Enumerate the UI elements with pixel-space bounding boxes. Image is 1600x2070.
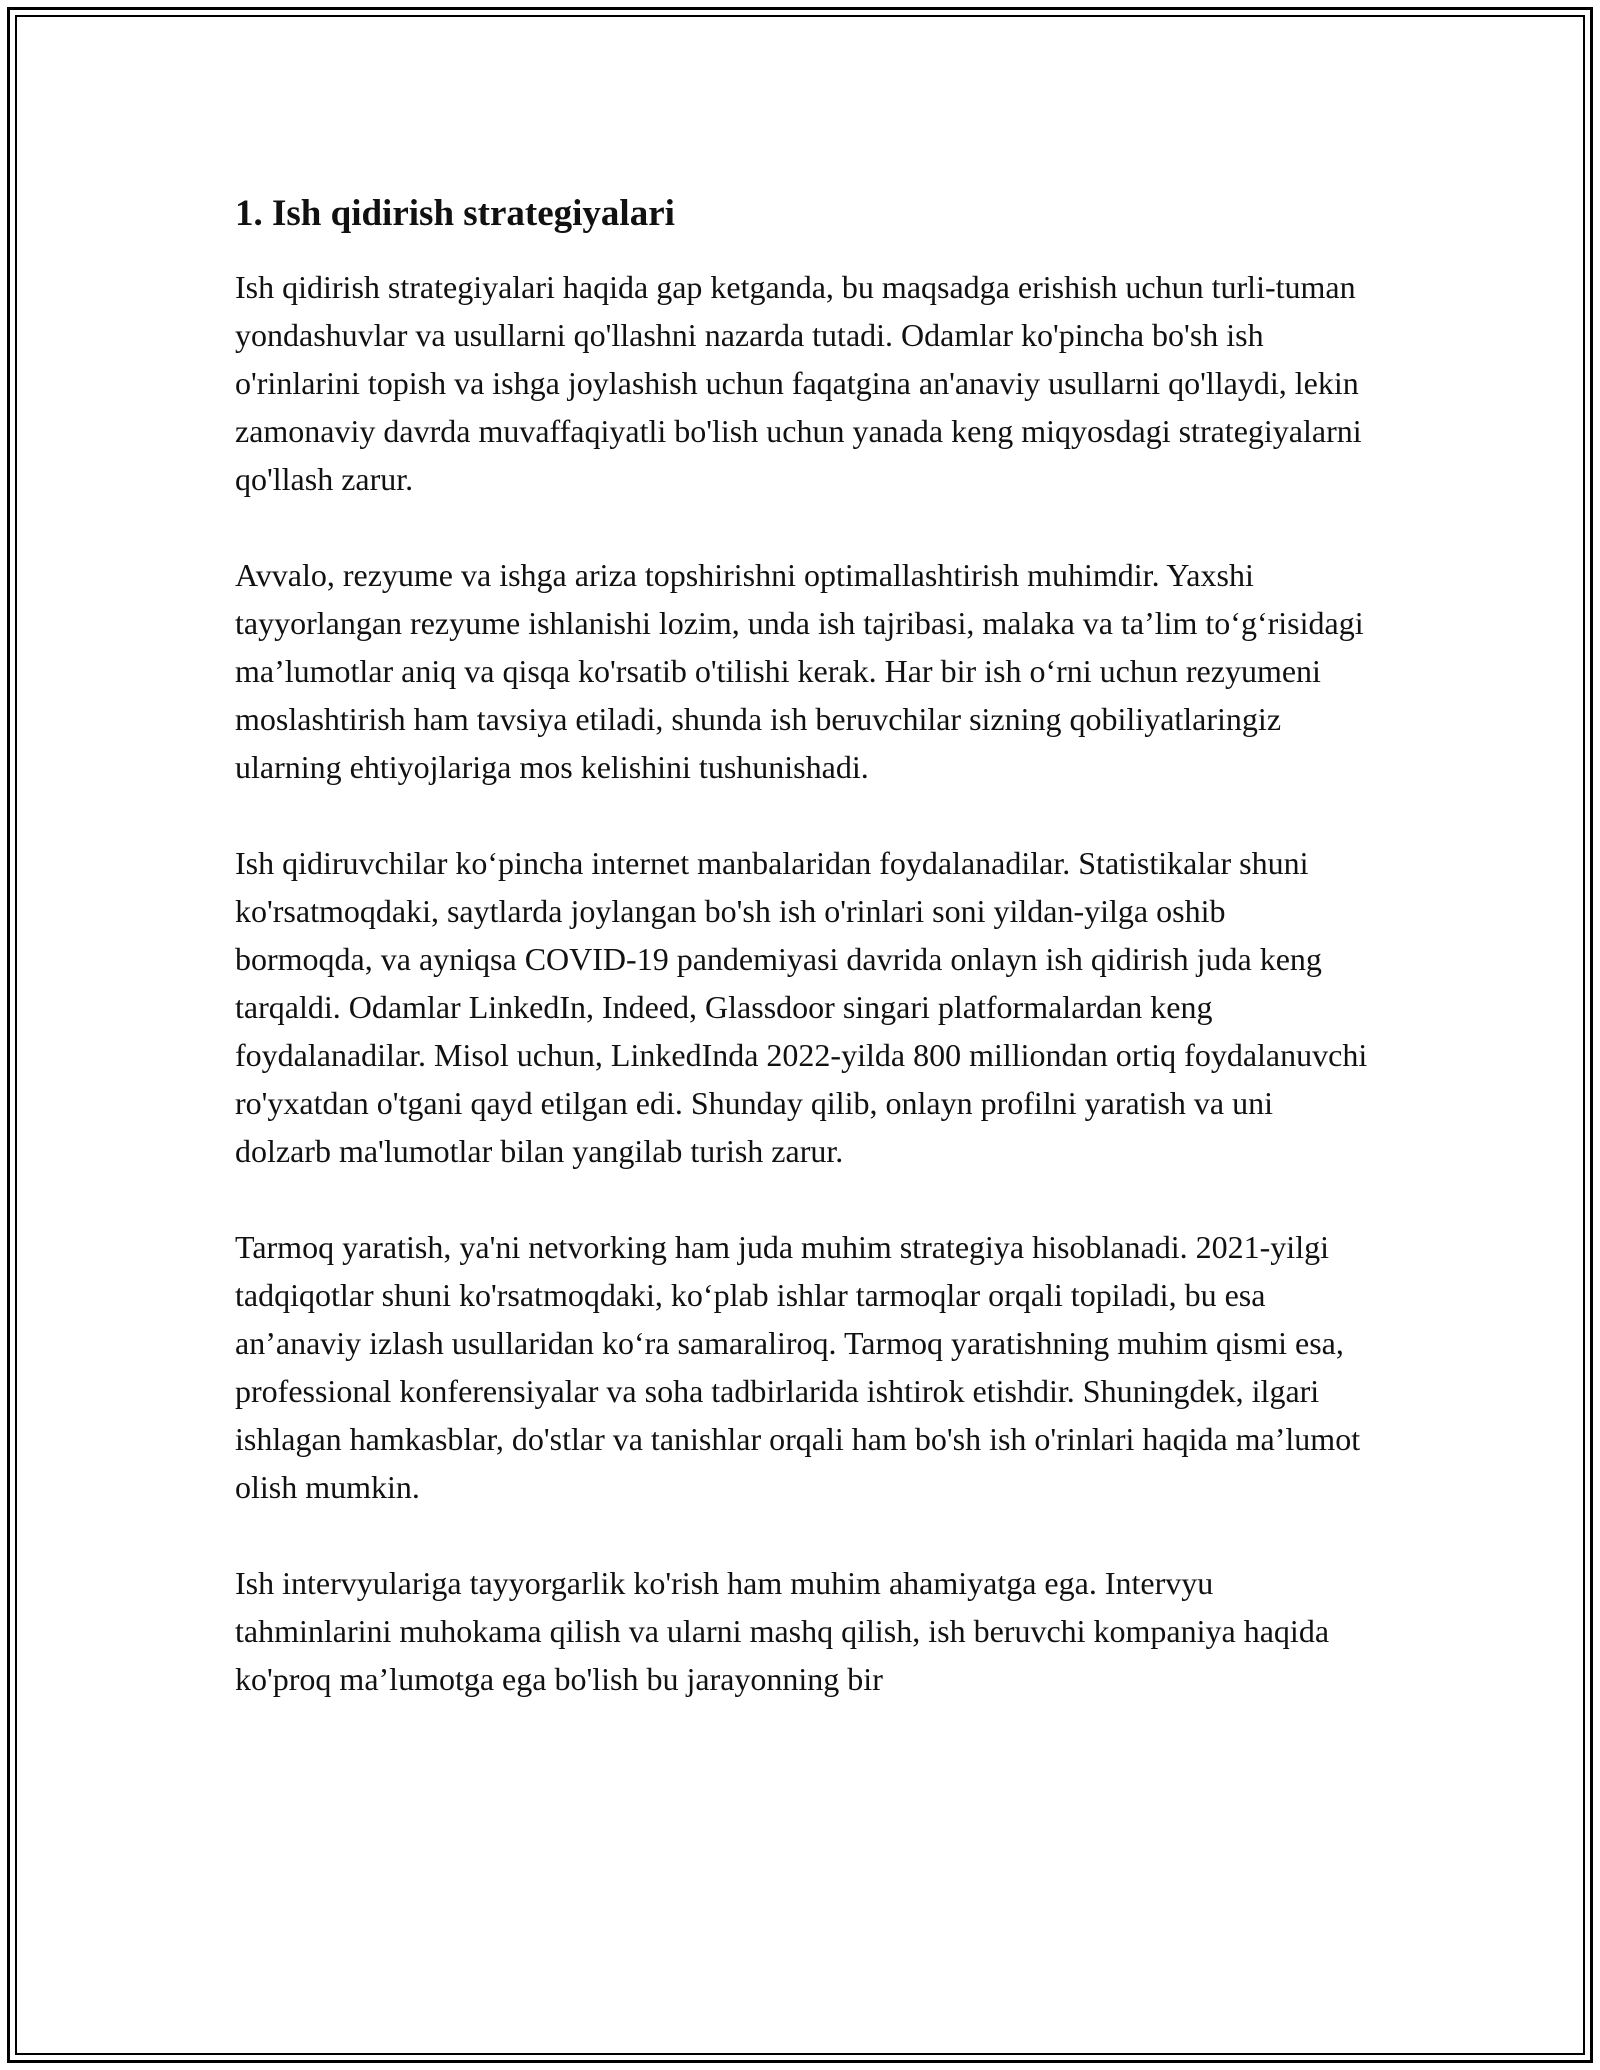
document-body <box>235 186 1370 1751</box>
paragraph-2: Avvalo, rezyume va ishga ariza topshirishni optimallashtirish muhimdir. Yaxshi tayyorlangan rezyume ishlanishi lozim, unda ish tajribasi, malaka va ta’lim to‘g‘risidagi ma’lumotlar aniq va qisqa ko'rsatib o'tilishi kerak. Har bir ish o‘rni uchun rezyumeni moslashtirish ham tavsiya etiladi, shunda ish beruvchilar sizning qobiliyatlaringiz ularning ehtiyojlariga mos kelishini tushunishadi. <box>235 557 1364 785</box>
paragraph-3: Ish qidiruvchilar ko‘pincha internet manbalaridan foydalanadilar. Statistikalar shuni ko'rsatmoqdaki, saytlarda joylangan bo'sh ish o'rinlari soni yildan-yilga oshib bormoqda, va ayniqsa COVID-19 pandemiyasi davrida onlayn ish qidirish juda keng tarqaldi. Odamlar LinkedIn, Indeed, Glassdoor singari platformalardan keng foydalanadilar. Misol uchun, LinkedInda 2022-yilda 800 milliondan ortiq foydalanuvchi ro'yxatdan o'tgani qayd etilgan edi. Shunday qilib, onlayn profilni yaratish va uni dolzarb ma'lumotlar bilan yangilab turish zarur. <box>235 845 1368 1169</box>
paragraph-5: Ish intervyulariga tayyorgarlik ko'rish ham muhim ahamiyatga ega. Intervyu tahminlarini muhokama qilish va ularni mashq qilish, ish beruvchi kompaniya haqida ko'proq ma’lumotga ega bo'lish bu jarayonning bir <box>235 1565 1330 1697</box>
paragraph-4: Tarmoq yaratish, ya'ni netvorking ham juda muhim strategiya hisoblanadi. 2021-yilgi tadqiqotlar shuni ko'rsatmoqdaki, ko‘plab ishlar tarmoqlar orqali topiladi, bu esa an’anaviy izlash usullaridan ko‘ra samaraliroq. Tarmoq yaratishning muhim qismi esa, professional konferensiyalar va soha tadbirlarida ishtirok etishdir. Shuningdek, ilgari ishlagan hamkasblar, do'stlar va tanishlar orqali ham bo'sh ish o'rinlari haqida ma’lumot olish mumkin. <box>235 1229 1361 1505</box>
paragraph-1: Ish qidirish strategiyalari haqida gap ketganda, bu maqsadga erishish uchun turli-tuman yondashuvlar va usullarni qo'llashni nazarda tutadi. Odamlar ko'pincha bo'sh ish o'rinlarini topish va ishga joylashish uchun faqatgina an'anaviy usullarni qo'llaydi, lekin zamonaviy davrda muvaffaqiyatli bo'lish uchun yanada keng miqyosdagi strategiyalarni qo'llash zarur. <box>235 269 1362 497</box>
section-heading: 1. Ish qidirish strategiyalari <box>235 193 675 234</box>
